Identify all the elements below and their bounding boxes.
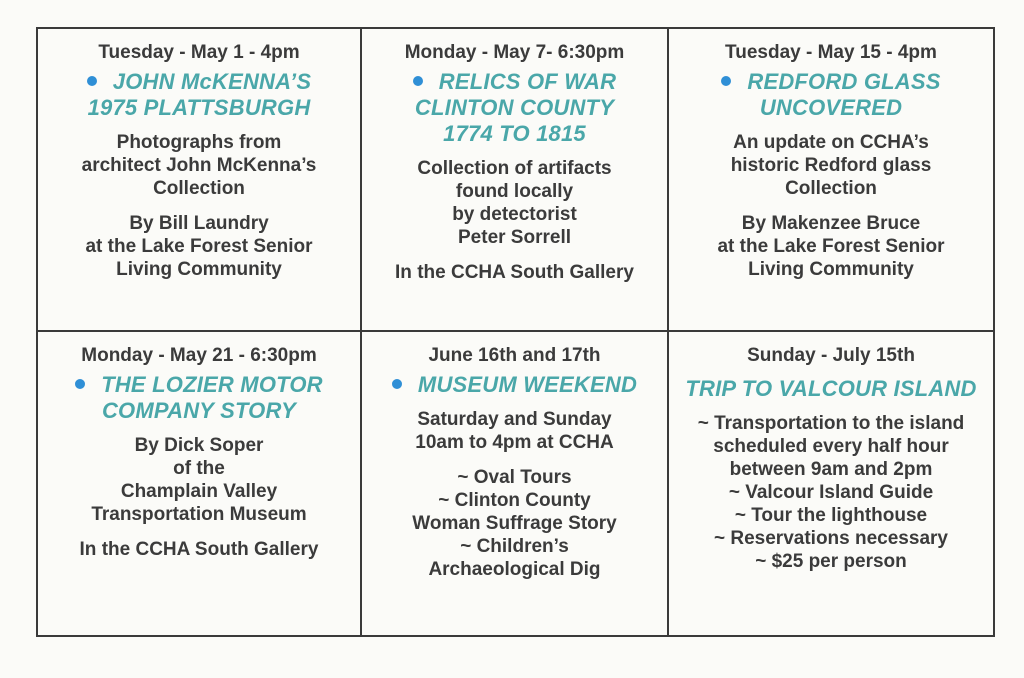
event-title: RELICS OF WAR CLINTON COUNTY 1774 TO 1815 [362, 69, 667, 147]
event-cell-may-7 [362, 29, 669, 332]
event-grid [36, 27, 995, 637]
bullet-icon [75, 379, 85, 389]
event-cell-may-21 [38, 332, 362, 635]
event-activities: ~ Oval Tours ~ Clinton County Woman Suffrage Story ~ Children’s Archaeological Dig [412, 467, 617, 580]
event-description: Collection of artifacts found locally by detectorist Peter Sorrell [417, 158, 612, 248]
event-date: Sunday - July 15th [747, 345, 915, 366]
event-location: In the CCHA South Gallery [79, 539, 319, 560]
event-date: Monday - May 7- 6:30pm [404, 42, 625, 63]
event-date: Tuesday - May 15 - 4pm [725, 42, 937, 63]
event-date: June 16th and 17th [428, 345, 601, 366]
bullet-icon [721, 76, 731, 86]
event-schedule: Saturday and Sunday 10am to 4pm at CCHA [415, 409, 614, 453]
event-description: An update on CCHA’s historic Redford glass Collection [730, 132, 932, 199]
event-cell-june-16 [362, 332, 669, 635]
bullet-icon [392, 379, 402, 389]
bullet-icon [413, 76, 423, 86]
event-title: TRIP TO VALCOUR ISLAND [685, 376, 977, 401]
event-cell-may-15 [669, 29, 993, 332]
event-description: Photographs from architect John McKenna’s Collection [81, 132, 317, 199]
event-title: REDFORD GLASS UNCOVERED [669, 69, 993, 121]
event-date: Tuesday - May 1 - 4pm [98, 42, 300, 63]
event-title: THE LOZIER MOTOR COMPANY STORY [38, 372, 360, 424]
event-presenter: By Bill Laundry at the Lake Forest Senior Living Community [85, 213, 313, 280]
event-title: MUSEUM WEEKEND [362, 372, 667, 398]
event-date: Monday - May 21 - 6:30pm [81, 345, 317, 366]
bullet-icon [87, 76, 97, 86]
event-cell-may-1 [38, 29, 362, 332]
event-cell-july-15 [669, 332, 993, 635]
event-location: In the CCHA South Gallery [395, 262, 634, 283]
event-presenter: By Makenzee Bruce at the Lake Forest Senior Living Community [717, 213, 945, 280]
event-title: JOHN McKENNA’S 1975 PLATTSBURGH [87, 69, 312, 120]
event-details: ~ Transportation to the island scheduled every half hour between 9am and 2pm ~ Valcour Island Guide ~ Tour the lighthouse ~ Reservations necessary ~ $25 per person [697, 413, 965, 572]
event-presenter: By Dick Soper of the Champlain Valley Transportation Museum [91, 435, 307, 525]
